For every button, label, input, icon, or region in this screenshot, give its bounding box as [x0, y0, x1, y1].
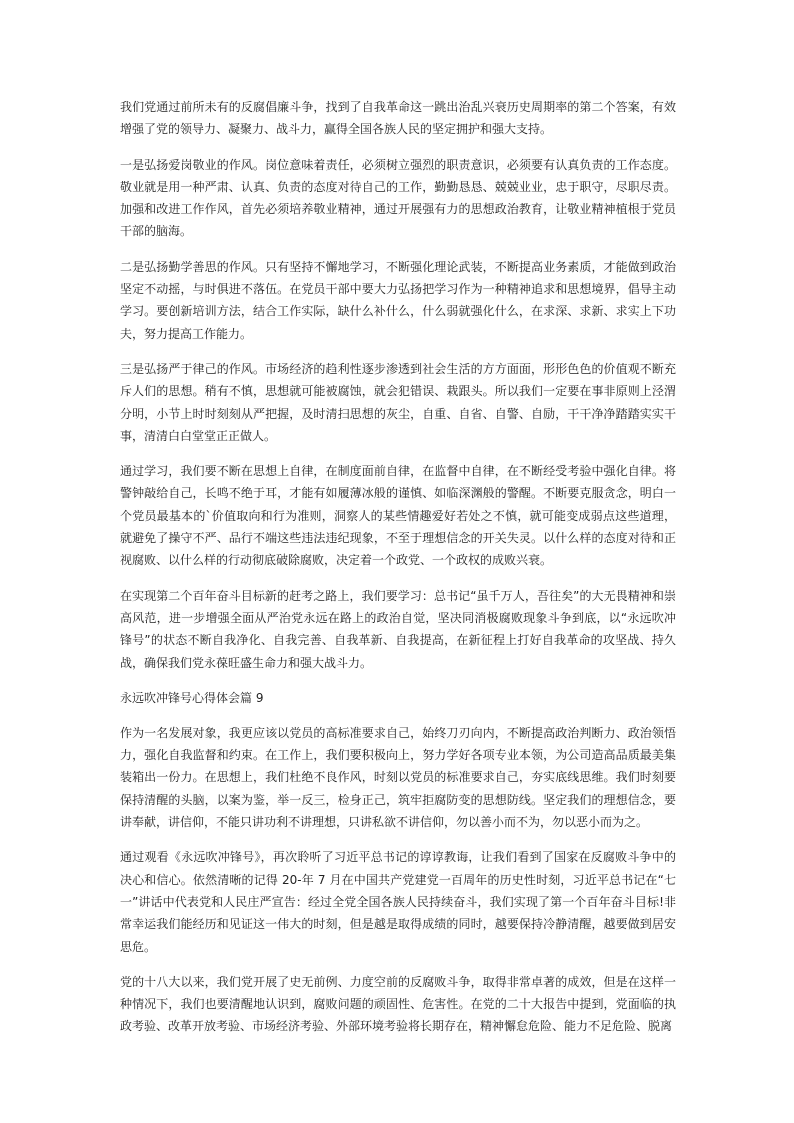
paragraph-second-centenary: 在实现第二个百年奋斗目标新的赶考之路上，我们要学习：总书记“虽千万人，吾往矣”的大无畏精神和崇高风范，进一步增强全面从严治党永远在路上的政治自觉，坚决同消极腐败现象斗争到底，以“永远吹冲锋号”的状态不断自我净化、自我完善、自我革新、自我提高，在新征程上打好自我革命的攻坚战、持久战，确保我们党永葆旺盛生命力和强大战斗力。 [120, 588, 676, 670]
paragraph-dedication: 一是弘扬爱岗敬业的作风。岗位意味着责任，必须树立强烈的职责意识，必须要有认真负责的工作态度。敬业就是用一种严肃、认真、负责的态度对待自己的工作，勤勤恳恳、兢兢业业，忠于职守，尽职尽责。加强和改进工作作风，首先必须培养敬业精神，通过开展强有力的思想政治教育，让敬业精神植根于党员干部的脑海。 [120, 157, 676, 239]
document-page [120, 96, 676, 1051]
paragraph-anti-corruption: 党的十八大以来，我们党开展了史无前例、力度空前的反腐败斗争，取得非常卓著的成效，但是在这样一种情况下，我们也要清醒地认识到，腐败问题的顽固性、危害性。在党的二十大报告中提到，党面临的执政考验、改革开放考验、市场经济考验、外部环境考验将长期存在，精神懈怠危险、能力不足危险、脱离 [120, 974, 676, 1034]
paragraph-learning: 通过学习，我们要不断在思想上自律，在制度面前自律，在监督中自律，在不断经受考验中强化自律。将警钟敲给自己，长鸣不绝于耳，才能有如履薄冰般的谨慎、如临深渊般的警醒。不断要克服贪念，明白一个党员最基本的`价值取向和行为准则，洞察人的某些情趣爱好若处之不慎，就可能变成弱点这些道理，就避免了操守不严、品行不端这些违法违纪现象，不至于理想信念的开关失灵。以什么样的态度对待和正视腐败、以什么样的行动彻底破除腐败，决定着一个政党、一个政权的成败兴衰。 [120, 464, 676, 568]
paragraph-study: 二是弘扬勤学善思的作风。只有坚持不懈地学习，不断强化理论武装，不断提高业务素质，才能做到政治坚定不动摇，与时俱进不落伍。在党员干部中要大力弘扬把学习作为一种精神追求和思想境界，倡导主动学习。要创新培训方法，结合工作实际，缺什么补什么，什么弱就强化什么，在求深、求新、求实上下功夫，努力提高工作能力。 [120, 259, 676, 341]
paragraph-watching: 通过观看《永远吹冲锋号》，再次聆听了习近平总书记的谆谆教诲，让我们看到了国家在反腐败斗争中的决心和信心。依然清晰的记得 20-年 7 月在中国共产党建党一百周年的历史性时刻，习近平总书记在“七一”讲话中代表党和人民庄严宣告：经过全党全国各族人民持续奋斗，我们实现了第一个百年奋斗目标!非常幸运我们能经历和见证这一伟大的时刻，但是越是取得成绩的同时，越要保持冷静清醒，越要做到居安思危。 [120, 850, 676, 954]
section-heading: 永远吹冲锋号心得体会篇 9 [120, 690, 264, 705]
paragraph-development-target: 作为一名发展对象，我更应该以党员的高标准要求自己，始终刀刃向内，不断提高政治判断力、政治领悟力，强化自我监督和约束。在工作上，我们要积极向上，努力学好各项专业本领，为公司造高品质最美集装箱出一份力。在思想上，我们杜绝不良作风，时刻以党员的标准要求自己，夯实底线思维。我们时刻要保持清醒的头脑，以案为鉴，举一反三，检身正己，筑牢拒腐防变的思想防线。坚定我们的理想信念，要讲奉献，讲信仰，不能只讲功利不讲理想，只讲私欲不讲信仰，勿以善小而不为，勿以恶小而为之。 [120, 725, 676, 830]
paragraph-self-discipline: 三是弘扬严于律己的作风。市场经济的趋利性逐步渗透到社会生活的方方面面，形形色色的价值观不断充斥人们的思想。稍有不慎，思想就可能被腐蚀，就会犯错误、栽跟头。所以我们一定要在事非原则上泾渭分明，小节上时时刻刻从严把握，及时清扫思想的灰尘，自重、自省、自警、自励，干干净净踏踏实实干事，清清白白堂堂正正做人。 [120, 361, 676, 443]
paragraph-intro: 我们党通过前所未有的反腐倡廉斗争，找到了自我革命这一跳出治乱兴衰历史周期率的第二个答案，有效增强了党的领导力、凝聚力、战斗力，赢得全国各族人民的坚定拥护和强大支持。 [120, 100, 676, 137]
